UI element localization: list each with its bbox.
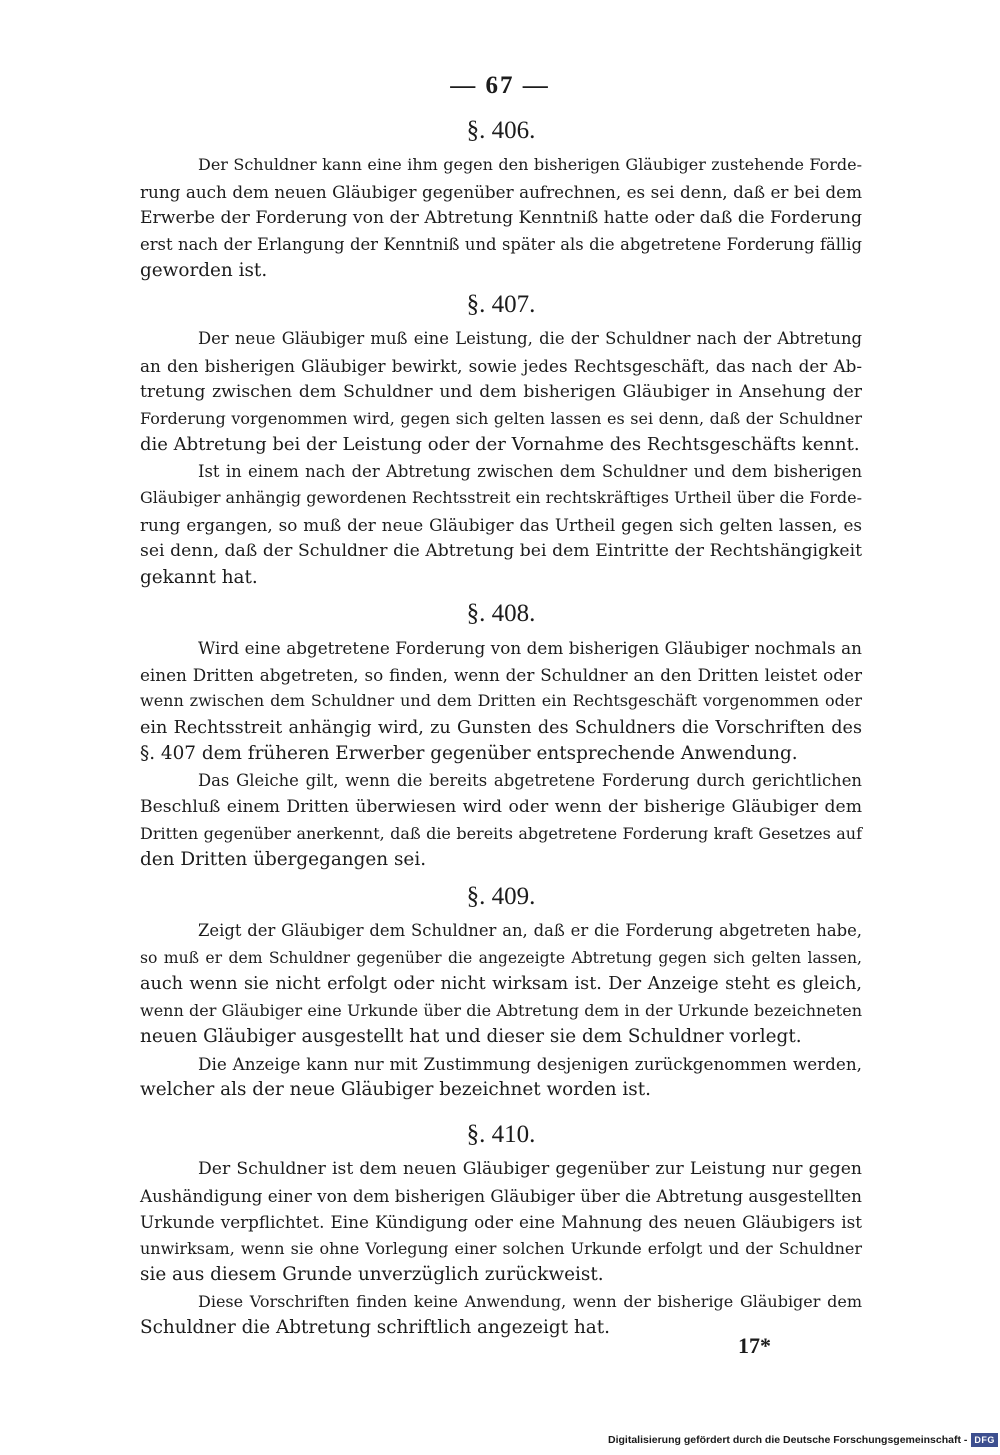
section-heading: §. 409.	[466, 883, 536, 910]
section-407	[140, 290, 862, 591]
text-line: Beschluß einem Dritten überwiesen wird oder wenn der bisherige Gläubiger dem	[140, 797, 862, 817]
text-line: neuen Gläubiger ausgestellt hat und dieser sie dem Schuldner vorlegt.	[140, 1026, 802, 1047]
text-line: Urkunde verpflichtet. Eine Kündigung oder eine Mahnung des neuen Gläubigers ist	[140, 1212, 862, 1232]
text-line: Dritten gegenüber anerkennt, daß die bereits abgetretene Forderung kraft Gesetzes auf	[140, 823, 862, 843]
text-line: so muß er dem Schuldner gegenüber die angezeigte Abtretung gegen sich gelten lassen,	[140, 948, 862, 967]
footer-text: Digitalisierung gefördert durch die Deutsche Forschungsgemeinschaft -	[608, 1433, 968, 1446]
section-409	[140, 882, 862, 1104]
text-line: den Dritten übergegangen sei.	[140, 849, 427, 870]
text-line: Forderung vorgenommen wird, gegen sich gelten lassen es sei denn, daß der Schuldner	[140, 408, 862, 428]
section-410	[140, 1120, 862, 1342]
text-line: einen Dritten abgetreten, so finden, wenn der Schuldner an den Dritten leistet oder	[140, 664, 862, 685]
signature-mark: 17*	[738, 1333, 771, 1358]
section-heading: §. 407.	[466, 291, 536, 318]
text-line: wenn zwischen dem Schuldner und dem Dritten ein Rechtsgeschäft vorgenommen oder	[140, 691, 862, 710]
text-line: Wird eine abgetretene Forderung von dem bisherigen Gläubiger nochmals an	[198, 638, 862, 658]
section-406	[140, 116, 862, 285]
paragraph	[140, 635, 862, 768]
text-line: sie aus diesem Grunde unverzüglich zurückweist.	[140, 1264, 604, 1285]
text-line: Schuldner die Abtretung schriftlich angezeigt hat.	[140, 1317, 610, 1338]
text-line: tretung zwischen dem Schuldner und dem bisherigen Gläubiger in Ansehung der	[140, 382, 862, 402]
text-line: rung auch dem neuen Gläubiger gegenüber aufrechnen, es sei denn, daß er bei dem	[140, 181, 862, 202]
text-line: an den bisherigen Gläubiger bewirkt, sowie jedes Rechtsgeschäft, das nach der Ab-	[140, 355, 862, 376]
text-line: Gläubiger anhängig gewordenen Rechtsstreit ein rechtskräftiges Urtheil über die Forde-	[140, 488, 862, 507]
text-line: rung ergangen, so muß der neue Gläubiger das Urtheil gegen sich gelten lassen, es	[140, 514, 862, 535]
text-line: Der neue Gläubiger muß eine Leistung, die der Schuldner nach der Abtretung	[198, 329, 862, 348]
paragraph	[140, 459, 862, 592]
text-line: die Abtretung bei der Leistung oder der Vornahme des Rechtsgeschäfts kennt.	[140, 434, 860, 455]
text-line: geworden ist.	[140, 260, 268, 281]
text-line: Der Schuldner kann eine ihm gegen den bisherigen Gläubiger zustehende Forde-	[198, 155, 862, 174]
text-line: Die Anzeige kann nur mit Zustimmung desjenigen zurückgenommen werden,	[198, 1053, 862, 1074]
paragraph	[140, 1156, 862, 1289]
section-408	[140, 599, 862, 874]
text-line: Erwerbe der Forderung von der Abtretung Kenntniß hatte oder daß die Forderung	[140, 208, 863, 228]
text-line: erst nach der Erlangung der Kenntniß und später als die abgetretene Forderung fällig	[140, 234, 862, 254]
text-line: gekannt hat.	[140, 566, 258, 588]
text-line: unwirksam, wenn sie ohne Vorlegung einer solchen Urkunde erfolgt und der Schuldner	[140, 1238, 862, 1258]
text-line: §. 407 dem früheren Erwerber gegenüber entsprechende Anwendung.	[140, 743, 798, 764]
text-line: wenn der Gläubiger eine Urkunde über die Abtretung dem in der Urkunde bezeichneten	[140, 1000, 862, 1020]
text-line: welcher als der neue Gläubiger bezeichnet worden ist.	[140, 1079, 651, 1100]
text-line: sei denn, daß der Schuldner die Abtretung bei dem Eintritte der Rechtshängigkeit	[140, 541, 862, 561]
text-line: auch wenn sie nicht erfolgt oder nicht wirksam ist. Der Anzeige steht es gleich,	[140, 974, 862, 994]
dfg-logo-icon: DFG	[971, 1433, 998, 1447]
text-line: Zeigt der Gläubiger dem Schuldner an, daß er die Forderung abgetreten habe,	[198, 921, 862, 940]
paragraph	[140, 326, 862, 459]
section-heading: §. 406.	[466, 117, 536, 144]
text-line: Diese Vorschriften finden keine Anwendung, wenn der bisherige Gläubiger dem	[198, 1291, 862, 1311]
text-line: Der Schuldner ist dem neuen Gläubiger gegenüber zur Leistung nur gegen	[198, 1159, 862, 1179]
paragraph	[140, 768, 862, 874]
section-heading: §. 408.	[466, 600, 536, 627]
text-line: Ist in einem nach der Abtretung zwischen dem Schuldner und dem bisherigen	[198, 461, 862, 481]
text-line: Das Gleiche gilt, wenn die bereits abgetretene Forderung durch gerichtlichen	[198, 770, 862, 790]
paragraph	[140, 918, 862, 1051]
text-line: Aushändigung einer von dem bisherigen Gläubiger über die Abtretung ausgestellten	[140, 1185, 862, 1206]
page-number: — 67 —	[450, 72, 550, 99]
section-heading: §. 410.	[466, 1121, 536, 1148]
paragraph	[140, 1051, 862, 1104]
paragraph	[140, 152, 862, 285]
text-line: ein Rechtsstreit anhängig wird, zu Gunsten des Schuldners die Vorschriften des	[140, 717, 862, 738]
digitization-footer	[608, 1432, 995, 1447]
